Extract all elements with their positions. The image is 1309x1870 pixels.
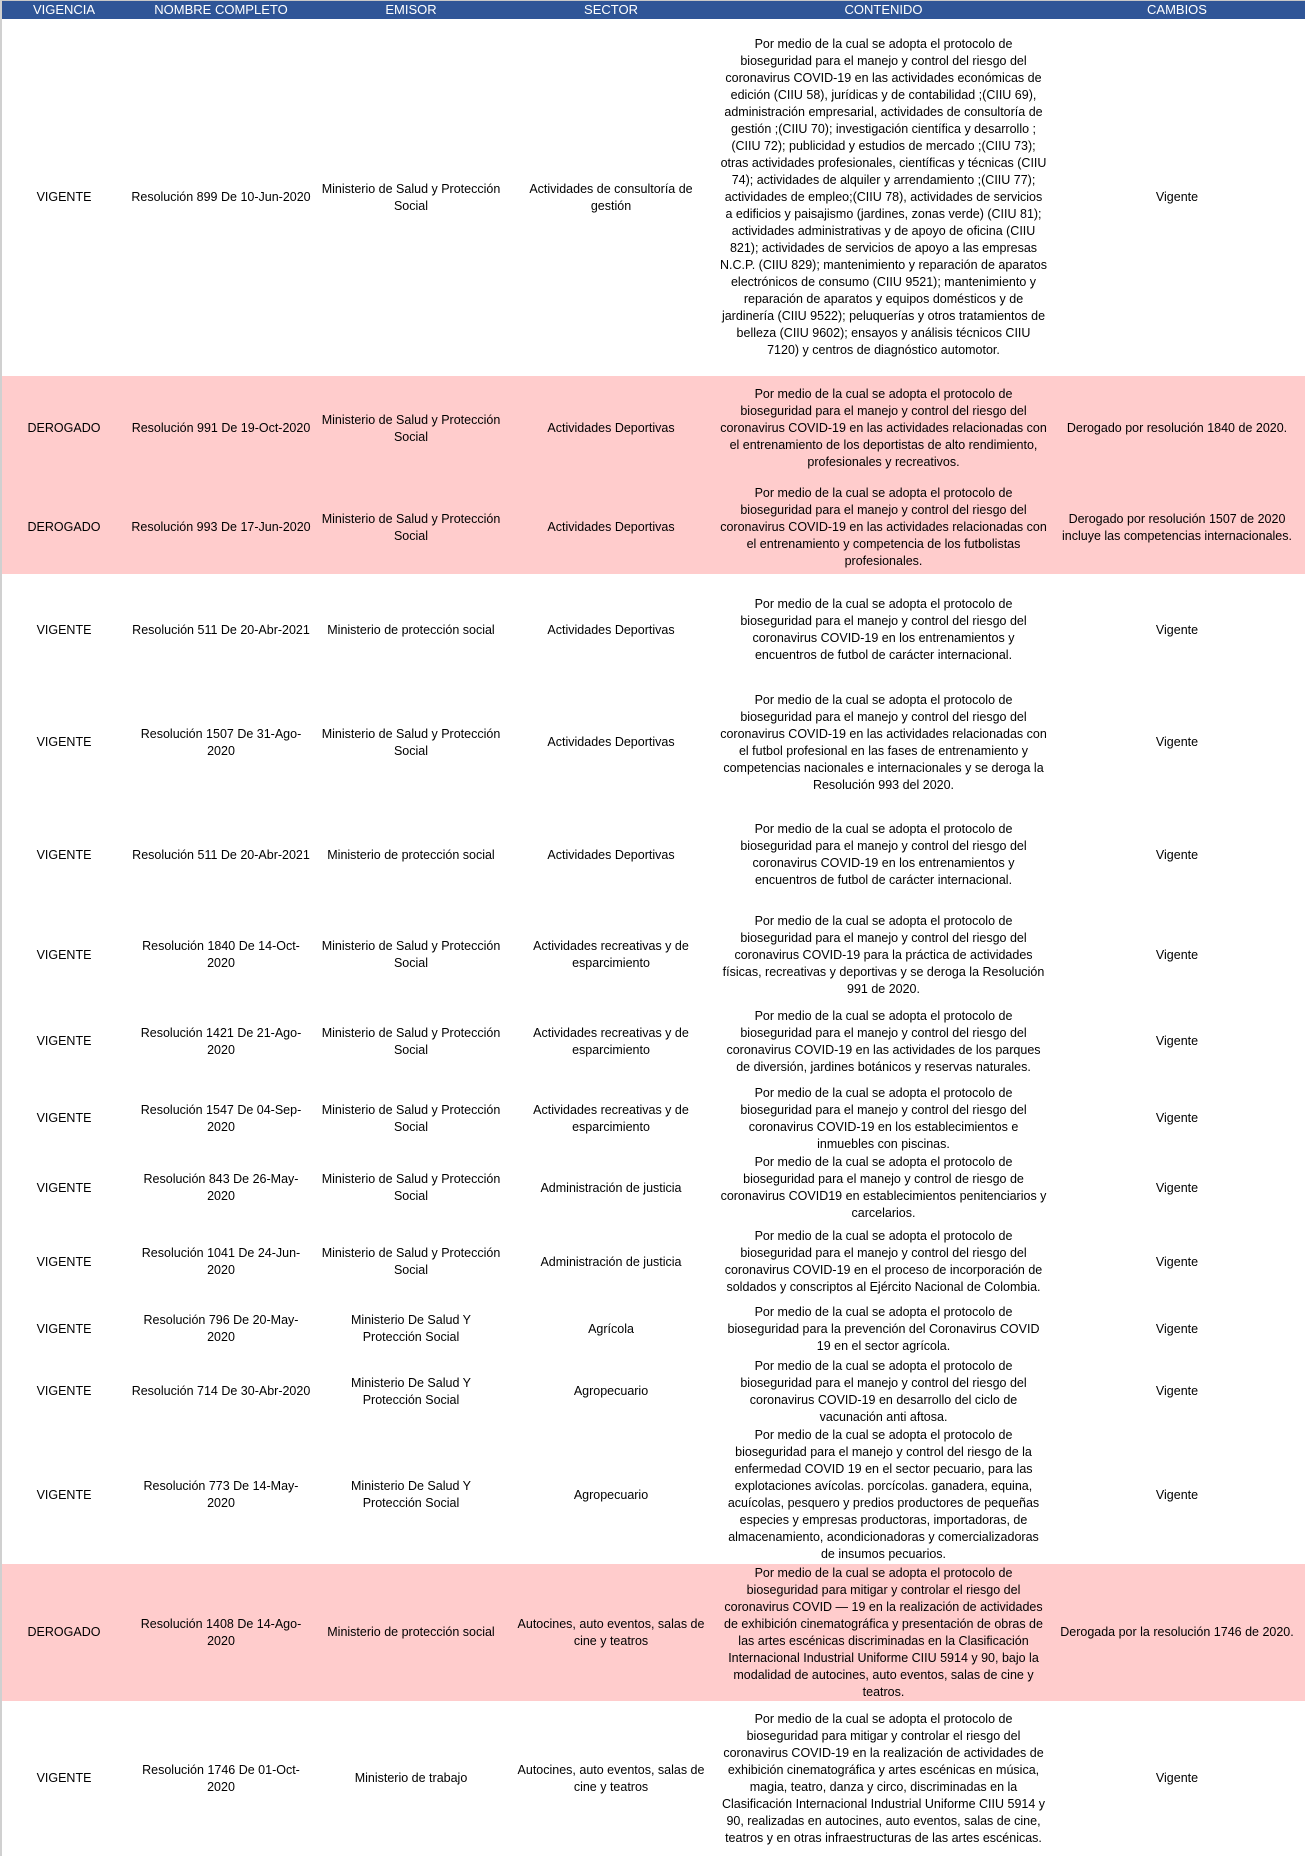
emisor-cell-text: Ministerio de Salud y Protección Social [321,1172,501,1203]
cambios-cell-text: Vigente [1155,190,1199,204]
cambios-cell[interactable] [1051,376,1303,481]
table-row [2,481,1305,574]
emisor-cell-text: Ministerio de Salud y Protección Social [321,511,501,543]
status-cell[interactable] [2,1223,126,1301]
cambios-cell-text: Vigente [1155,1254,1199,1269]
table-row [2,376,1305,481]
sector-cell[interactable] [506,481,716,574]
nombre-cell[interactable] [126,999,316,1084]
status-cell-text: VIGENTE [36,1487,92,1502]
status-cell-text: DEROGADO [27,421,101,435]
header-sector[interactable]: SECTOR [584,2,638,17]
cambios-cell[interactable] [1051,574,1303,686]
status-cell[interactable] [2,481,126,574]
status-cell[interactable] [2,999,126,1084]
status-cell[interactable] [2,1153,126,1223]
contenido-cell-text: Por medio de la cual se adopta el protocolo de bioseguridad para el manejo y control del riesgo del coronavirus COVID-19 en las actividades económicas de edición (CIIU 58), jurídicas y de contabilidad ;(CIIU 69), administración empresarial, actividades de consultoría de gestión ;(CIIU 70); investigación científica y desarrollo ;(CIIU 72); publicidad y estudios de mercado ;(CIIU 73); otras actividades profesionales, científicas y técnicas (CIIU 74); actividades de alquiler y arrendamiento ;(CIIU 77); actividades de empleo;(CIIU 78), actividades de servicios a edificios y paisajismo (jardines, zonas verde) (CIIU 81); actividades administrativas y de apoyo de oficina (CIIU 821); actividades de servicios de apoyo a las empresas N.C.P. (CIIU 829); mantenimiento y reparación de aparatos electrónicos de consumo (CIIU 9521); mantenimiento y reparación de aparatos y equipos domésticos y de jardinería (CIIU 9522); peluquerías y otros tratamientos de belleza (CIIU 9602); ensayos y análisis técnicos CIIU 7120) y centros de diagnóstico automotor. [720,37,1048,357]
cambios-cell[interactable] [1051,1301,1303,1357]
nombre-cell-text: Resolución 1041 De 24-Jun-2020 [141,1246,301,1277]
status-cell[interactable] [2,1084,126,1153]
nombre-cell[interactable] [126,574,316,686]
header-cambios[interactable]: CAMBIOS [1147,2,1207,17]
emisor-cell-text: Ministerio de protección social [327,622,495,637]
emisor-cell[interactable] [316,799,506,911]
status-cell-text: DEROGADO [27,1625,101,1639]
nombre-cell[interactable] [126,19,316,376]
table-row [2,574,1305,686]
contenido-cell-text: Por medio de la cual se adopta el protocolo de bioseguridad para el manejo y control de riesgo de coronavirus COVID19 en establecimientos penitenciarios y carcelarios. [720,1155,1047,1220]
emisor-cell-text: Ministerio de protección social [327,847,495,862]
contenido-cell-text: Por medio de la cual se adopta el protocolo de bioseguridad para el manejo y control del riesgo del coronavirus COVID-19 para la práctica de actividades físicas, recreativas y deportivas y se deroga la Resolución 991 de 2020. [722,913,1045,996]
contenido-cell-text: Por medio de la cual se adopta el protocolo de bioseguridad para el manejo y control del riesgo del coronavirus COVID-19 en desarrollo del ciclo de vacunación anti aftosa. [740,1358,1027,1424]
cambios-cell[interactable] [1051,799,1303,911]
status-cell[interactable] [2,911,126,999]
nombre-cell[interactable] [126,1223,316,1301]
nombre-cell-text: Resolución 843 De 26-May-2020 [143,1172,299,1203]
cambios-cell-text: Vigente [1155,1321,1199,1336]
nombre-cell-text: Resolución 714 De 30-Abr-2020 [131,1384,311,1398]
nombre-cell-text: Resolución 1547 De 04-Sep-2020 [140,1102,302,1134]
sector-cell-text: Actividades recreativas y de esparcimiento [533,1102,689,1134]
contenido-cell[interactable] [716,19,1051,376]
emisor-cell[interactable] [316,574,506,686]
sector-cell-text: Actividades recreativas y de esparcimiento [533,939,689,970]
emisor-cell[interactable] [316,1357,506,1426]
contenido-cell[interactable] [716,1084,1051,1153]
header-emisor[interactable]: EMISOR [385,2,437,17]
cambios-cell-text: Derogado por resolución 1840 de 2020. [1066,421,1288,435]
contenido-cell[interactable] [716,1223,1051,1301]
nombre-cell-text: Resolución 1746 De 01-Oct-2020 [142,1762,300,1794]
nombre-cell[interactable] [126,799,316,911]
emisor-cell[interactable] [316,1701,506,1856]
table-row [2,1153,1305,1223]
nombre-cell-text: Resolución 993 De 17-Jun-2020 [131,520,311,534]
table-row [2,1426,1305,1564]
contenido-cell-text: Por medio de la cual se adopta el protocolo de bioseguridad para el manejo y control del riesgo del coronavirus COVID-19 en las actividades relacionadas con el entrenamiento de los deportistas de alto rendimiento, profesionales y recreativos. [720,387,1047,469]
cambios-cell[interactable] [1051,1223,1303,1301]
emisor-cell[interactable] [316,1153,506,1223]
sector-cell[interactable] [506,1426,716,1564]
contenido-cell[interactable] [716,686,1051,799]
nombre-cell[interactable] [126,911,316,999]
sector-cell-text: Actividades Deportivas [547,421,675,435]
nombre-cell[interactable] [126,1426,316,1564]
emisor-cell[interactable] [316,481,506,574]
emisor-cell[interactable] [316,686,506,799]
sector-cell-text: Autocines, auto eventos, salas de cine y teatros [517,1616,705,1648]
contenido-cell-text: Por medio de la cual se adopta el protocolo de bioseguridad para el manejo y control del riesgo del coronavirus COVID-19 en los entrenamientos y encuentros de futbol de carácter internacional. [740,597,1027,662]
emisor-cell-text: Ministerio De Salud Y Protección Social [351,1375,471,1407]
nombre-cell-text: Resolución 1408 De 14-Ago-2020 [140,1616,302,1648]
table-header-row [2,0,1305,19]
contenido-cell-text: Por medio de la cual se adopta el protocolo de bioseguridad para el manejo y control del riesgo del coronavirus COVID-19 en las actividades relacionadas con el futbol profesional en las fases de entrenamiento y competencias nacionales e internacionales y se deroga la Resolución 993 del 2020. [720,692,1047,792]
cambios-cell-text: Vigente [1155,847,1199,862]
contenido-cell[interactable] [716,376,1051,481]
nombre-cell[interactable] [126,481,316,574]
contenido-cell-text: Por medio de la cual se adopta el protocolo de bioseguridad para el manejo y control del riesgo del coronavirus COVID-19 en los entrenamientos y encuentros de futbol de carácter internacional. [740,822,1027,887]
cambios-cell-text: Vigente [1155,1111,1199,1125]
sector-cell-text: Autocines, auto eventos, salas de cine y teatros [517,1762,705,1794]
contenido-cell[interactable] [716,799,1051,911]
emisor-cell[interactable] [316,1564,506,1701]
status-cell-text: VIGENTE [36,190,92,204]
contenido-cell[interactable] [716,1426,1051,1564]
contenido-cell[interactable] [716,1357,1051,1426]
nombre-cell-text: Resolución 1840 De 14-Oct-2020 [142,939,300,970]
status-cell-text: VIGENTE [36,1771,92,1785]
cambios-cell[interactable] [1051,1084,1303,1153]
contenido-cell[interactable] [716,1564,1051,1701]
emisor-cell-text: Ministerio de protección social [327,1625,495,1639]
sector-cell[interactable] [506,799,716,911]
emisor-cell[interactable] [316,999,506,1084]
emisor-cell-text: Ministerio de Salud y Protección Social [321,939,501,970]
sector-cell[interactable] [506,1564,716,1701]
status-cell-text: VIGENTE [36,1254,92,1269]
contenido-cell[interactable] [716,999,1051,1084]
sector-cell-text: Actividades Deportivas [547,622,675,637]
sector-cell[interactable] [506,1701,716,1856]
sector-cell-text: Administración de justicia [540,1254,682,1269]
sector-cell[interactable] [506,1223,716,1301]
contenido-cell-text: Por medio de la cual se adopta el protocolo de bioseguridad para el manejo y control del riesgo del coronavirus COVID-19 en las actividades relacionadas con el entrenamiento y competencia de los futbolistas profesionales. [720,486,1047,568]
status-cell[interactable] [2,19,126,376]
table-body [2,19,1305,1856]
table-row [2,1701,1305,1856]
status-cell-text: VIGENTE [36,1180,92,1195]
status-cell[interactable] [2,1701,126,1856]
nombre-cell[interactable] [126,376,316,481]
sector-cell[interactable] [506,1301,716,1357]
status-cell-text: VIGENTE [36,947,92,962]
sector-cell[interactable] [506,574,716,686]
cambios-cell-text: Vigente [1155,1771,1199,1785]
sector-cell[interactable] [506,911,716,999]
nombre-cell[interactable] [126,686,316,799]
contenido-cell-text: Por medio de la cual se adopta el protocolo de bioseguridad para el manejo y control del riesgo de la enfermedad COVID 19 en el sector pecuario, para las explotaciones avícolas. porcícolas. ganadera, equina, acuícolas, pesquero y predios productores de pequeñas especies y empresas productoras, importadoras, de almacenamiento, acondicionadoras y comercializadoras de insumos pecuarios. [727,1428,1040,1561]
cambios-cell[interactable] [1051,1153,1303,1223]
table-row [2,1564,1305,1701]
cambios-cell-text: Vigente [1155,947,1199,962]
sector-cell-text: Actividades Deportivas [547,735,675,749]
cambios-cell[interactable] [1051,1701,1303,1856]
nombre-cell-text: Resolución 991 De 19-Oct-2020 [131,421,311,435]
emisor-cell[interactable] [316,911,506,999]
contenido-cell[interactable] [716,574,1051,686]
emisor-cell-text: Ministerio de Salud y Protección Social [321,412,501,444]
sector-cell-text: Actividades recreativas y de esparcimiento [533,1025,689,1057]
emisor-cell-text: Ministerio De Salud Y Protección Social [351,1479,471,1510]
nombre-cell[interactable] [126,1564,316,1701]
contenido-cell-text: Por medio de la cual se adopta el protocolo de bioseguridad para mitigar y controlar el riesgo del coronavirus COVID — 19 en la realización de actividades de exhibición cinematográfica y presentación de obras de las artes escénicas discriminadas en la Clasificación Internacional Industrial Uniforme CIIU 5914 y 90, bajo la modalidad de autocines, auto eventos, salas de cine y teatros. [724,1565,1043,1699]
cambios-cell[interactable] [1051,481,1303,574]
contenido-cell-text: Por medio de la cual se adopta el protocolo de bioseguridad para el manejo y control del riesgo del coronavirus COVID-19 en las actividades de los parques de diversión, jardines botánicos y reservas naturales. [726,1008,1041,1074]
cambios-cell[interactable] [1051,999,1303,1084]
status-cell-text: VIGENTE [36,847,92,862]
cambios-cell[interactable] [1051,1357,1303,1426]
cambios-cell-text: Vigente [1155,1180,1199,1195]
status-cell[interactable] [2,1301,126,1357]
header-nombre-completo[interactable]: NOMBRE COMPLETO [154,2,288,17]
cambios-cell[interactable] [1051,1426,1303,1564]
table-row [2,1223,1305,1301]
contenido-cell-text: Por medio de la cual se adopta el protocolo de bioseguridad para la prevención del Coronavirus COVID 19 en el sector agrícola. [727,1304,1040,1353]
cambios-cell-text: Vigente [1155,622,1199,637]
contenido-cell[interactable] [716,1701,1051,1856]
nombre-cell[interactable] [126,1357,316,1426]
nombre-cell[interactable] [126,1301,316,1357]
emisor-cell[interactable] [316,1084,506,1153]
status-cell-text: VIGENTE [36,1321,92,1336]
contenido-cell[interactable] [716,1153,1051,1223]
sector-cell[interactable] [506,376,716,481]
status-cell[interactable] [2,1426,126,1564]
emisor-cell-text: Ministerio De Salud Y Protección Social [351,1313,471,1344]
sector-cell-text: Administración de justicia [540,1180,682,1195]
nombre-cell[interactable] [126,1701,316,1856]
status-cell-text: VIGENTE [36,1111,92,1125]
nombre-cell-text: Resolución 796 De 20-May-2020 [143,1313,299,1344]
emisor-cell[interactable] [316,1301,506,1357]
cambios-cell[interactable] [1051,19,1303,376]
status-cell[interactable] [2,376,126,481]
sector-cell[interactable] [506,686,716,799]
status-cell[interactable] [2,799,126,911]
header-vigencia[interactable]: VIGENCIA [32,2,96,17]
cambios-cell[interactable] [1051,1564,1303,1701]
emisor-cell-text: Ministerio de trabajo [354,1771,468,1785]
table-row [2,686,1305,799]
sector-cell-text: Actividades de consultoría de gestión [529,181,693,213]
nombre-cell[interactable] [126,1153,316,1223]
contenido-cell-text: Por medio de la cual se adopta el protocolo de bioseguridad para el manejo y control del riesgo del coronavirus COVID-19 en los establecimientos e inmuebles con piscinas. [740,1085,1027,1151]
emisor-cell[interactable] [316,1426,506,1564]
table-row [2,19,1305,376]
emisor-cell-text: Ministerio de Salud y Protección Social [321,1246,501,1277]
status-cell[interactable] [2,1564,126,1701]
table-row [2,1357,1305,1426]
nombre-cell[interactable] [126,1084,316,1153]
sector-cell-text: Agrícola [588,1321,634,1336]
contenido-cell-text: Por medio de la cual se adopta el protocolo de bioseguridad para mitigar y controlar el riesgo del coronavirus COVID-19 en la realización de actividades de exhibición cinematográfica y artes escénicas en música, magia, teatro, danza y circo, discriminadas en la Clasificación Internacional Industrial Uniforme CIIU 5914 y 90, realizadas en autocines, auto eventos, salas de cine, teatros y en otras infraestructuras de las artes escénicas. [721,1711,1046,1845]
emisor-cell-text: Ministerio de Salud y Protección Social [321,1102,501,1134]
status-cell[interactable] [2,1357,126,1426]
nombre-cell-text: Resolución 773 De 14-May-2020 [143,1479,299,1510]
emisor-cell[interactable] [316,1223,506,1301]
status-cell-text: VIGENTE [36,1034,92,1048]
table-row [2,1301,1305,1357]
cambios-cell-text: Vigente [1155,735,1199,749]
status-cell-text: DEROGADO [27,520,101,534]
sector-cell[interactable] [506,19,716,376]
status-cell[interactable] [2,574,126,686]
sector-cell[interactable] [506,999,716,1084]
status-cell[interactable] [2,686,126,799]
emisor-cell[interactable] [316,19,506,376]
emisor-cell[interactable] [316,376,506,481]
status-cell-text: VIGENTE [36,622,92,637]
nombre-cell-text: Resolución 511 De 20-Abr-2021 [132,622,310,637]
sector-cell[interactable] [506,1153,716,1223]
contenido-cell[interactable] [716,911,1051,999]
sector-cell-text: Agropecuario [573,1487,649,1502]
sector-cell-text: Actividades Deportivas [547,847,675,862]
status-cell-text: VIGENTE [36,1384,92,1398]
sector-cell[interactable] [506,1084,716,1153]
nombre-cell-text: Resolución 899 De 10-Jun-2020 [131,190,311,204]
table-row [2,1084,1305,1153]
cambios-cell[interactable] [1051,911,1303,999]
emisor-cell-text: Ministerio de Salud y Protección Social [321,1025,501,1057]
cambios-cell[interactable] [1051,686,1303,799]
cambios-cell-text: Derogada por la resolución 1746 de 2020. [1060,1625,1294,1639]
status-cell-text: VIGENTE [36,735,92,749]
nombre-cell-text: Resolución 511 De 20-Abr-2021 [132,847,310,862]
contenido-cell[interactable] [716,481,1051,574]
contenido-cell-text: Por medio de la cual se adopta el protocolo de bioseguridad para el manejo y control del riesgo del coronavirus COVID-19 en el proceso de incorporación de soldados y conscriptos al Ejército Nacional de Colombia. [724,1229,1043,1294]
cambios-cell-text: Vigente [1155,1384,1199,1398]
table-row [2,999,1305,1084]
nombre-cell-text: Resolución 1507 De 31-Ago-2020 [140,726,302,758]
cambios-cell-text: Vigente [1155,1034,1199,1048]
contenido-cell[interactable] [716,1301,1051,1357]
nombre-cell-text: Resolución 1421 De 21-Ago-2020 [140,1025,302,1057]
cambios-cell-text: Vigente [1155,1487,1199,1502]
table-row [2,911,1305,999]
header-contenido[interactable]: CONTENIDO [844,2,923,17]
sector-cell-text: Actividades Deportivas [547,520,675,534]
emisor-cell-text: Ministerio de Salud y Protección Social [321,726,501,758]
sector-cell[interactable] [506,1357,716,1426]
table-row [2,799,1305,911]
sector-cell-text: Agropecuario [573,1384,649,1398]
cambios-cell-text: Derogado por resolución 1507 de 2020 incluye las competencias internacionales. [1062,511,1292,543]
emisor-cell-text: Ministerio de Salud y Protección Social [321,181,501,213]
